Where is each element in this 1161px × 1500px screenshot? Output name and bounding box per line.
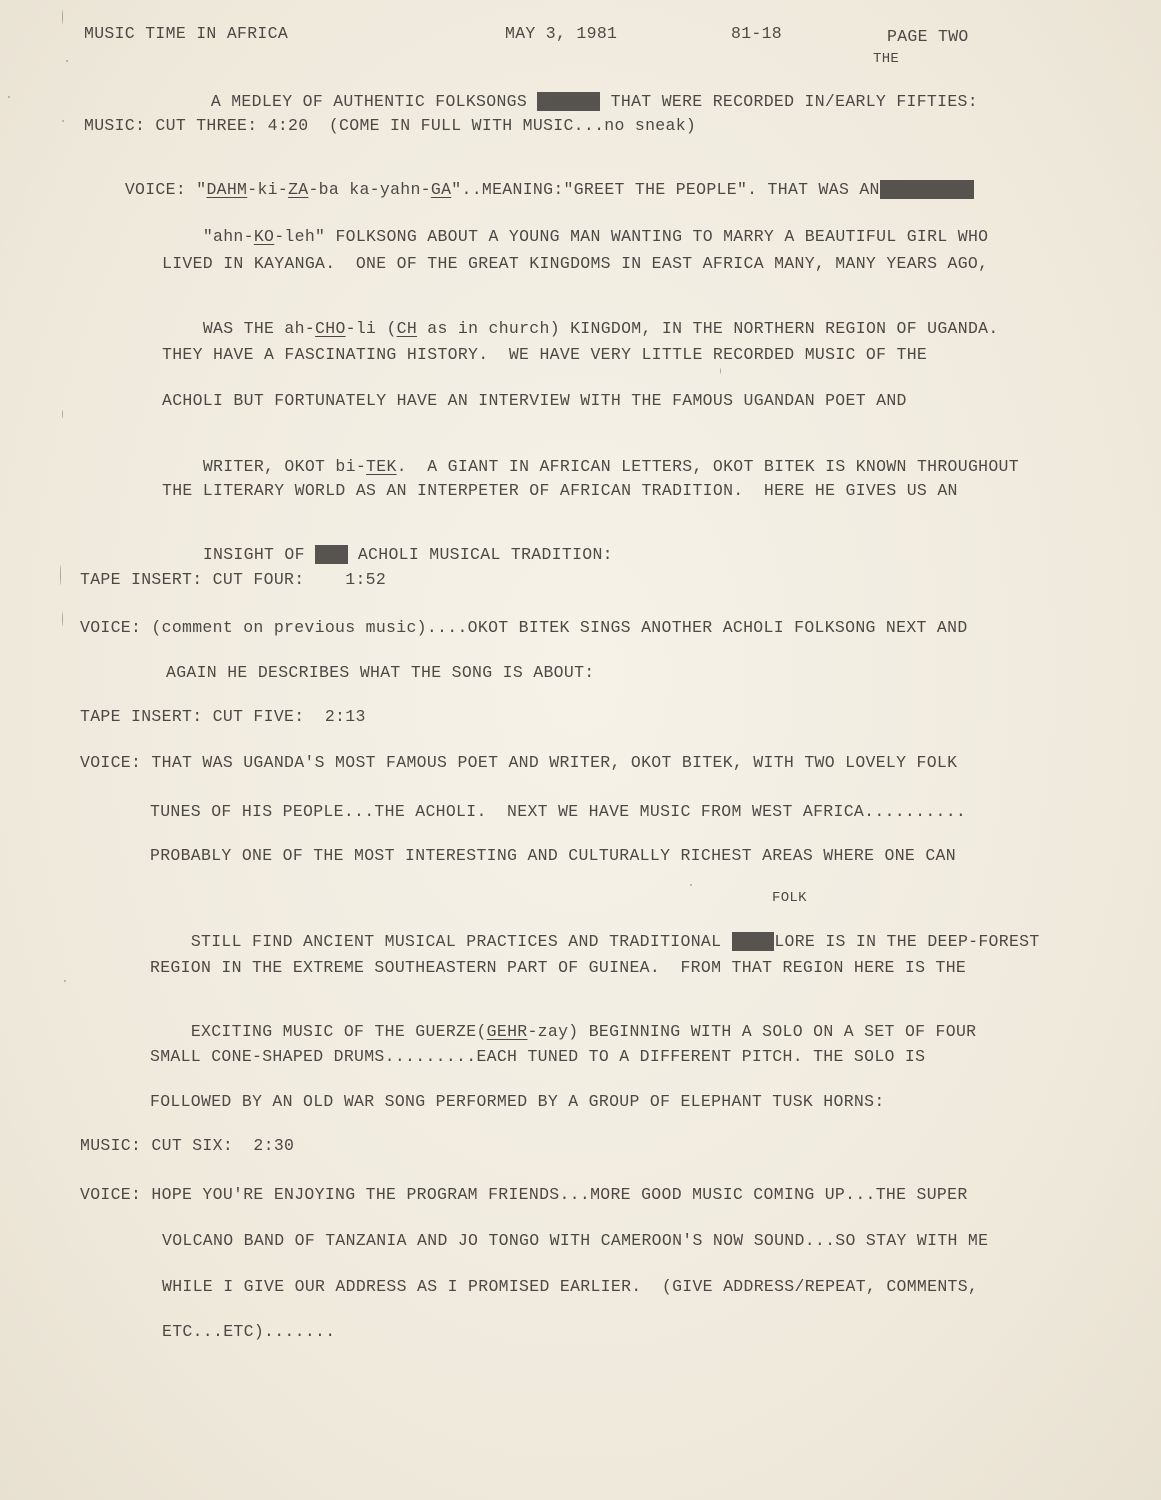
- script-line: THE LITERARY WORLD AS AN INTERPETER OF AFRICAN TRADITION. HERE HE GIVES US AN: [162, 481, 958, 500]
- script-line: SMALL CONE-SHAPED DRUMS.........EACH TUNED TO A DIFFERENT PITCH. THE SOLO IS: [150, 1047, 926, 1066]
- paper-speck: [66, 60, 68, 62]
- pronunciation-stress: GA: [430, 180, 452, 199]
- struck-out-word: XXX: [316, 545, 347, 564]
- struck-out-word: FOLK: [732, 932, 774, 951]
- tape-insert-cut-four: TAPE INSERT: CUT FOUR: 1:52: [80, 570, 387, 589]
- pronunciation-stress: ZA: [288, 180, 309, 199]
- script-line: ETC...ETC).......: [162, 1322, 336, 1341]
- pronunciation-stress: DAHM: [206, 180, 248, 199]
- paper-speck: [8, 96, 10, 98]
- paper-speck: [62, 10, 63, 24]
- text: -leh" FOLKSONG ABOUT A YOUNG MAN WANTING TO MARRY A BEAUTIFUL GIRL WHO: [274, 227, 989, 246]
- paper-speck: [62, 612, 63, 626]
- script-line: VOLCANO BAND OF TANZANIA AND JO TONGO WITH CAMEROON'S NOW SOUND...SO STAY WITH ME: [162, 1231, 989, 1250]
- text: -ki-: [247, 180, 289, 199]
- pronunciation-stress: GEHR: [486, 1022, 528, 1041]
- text: LORE IS IN THE DEEP-FOREST: [774, 932, 1040, 951]
- script-line: REGION IN THE EXTREME SOUTHEASTERN PART OF GUINEA. FROM THAT REGION HERE IS THE: [150, 958, 967, 977]
- handwritten-insert-the: THE: [873, 51, 900, 67]
- script-line: PROBABLY ONE OF THE MOST INTERESTING AND CULTURALLY RICHEST AREAS WHERE ONE CAN: [150, 846, 956, 865]
- paper-speck: [62, 410, 63, 418]
- text: EXCITING MUSIC OF THE GUERZE(: [190, 1022, 487, 1041]
- broadcast-date: MAY 3, 1981: [505, 24, 618, 43]
- voice-line: VOICE: HOPE YOU'RE ENJOYING THE PROGRAM FRIENDS...MORE GOOD MUSIC COMING UP...THE SUPER: [80, 1185, 968, 1204]
- text: "ahn-: [202, 227, 254, 246]
- text: INSIGHT OF: [202, 545, 316, 564]
- paper-speck: [60, 565, 61, 585]
- text: THAT WERE RECORDED IN/EARLY FIFTIES:: [600, 92, 978, 111]
- program-code: 81-18: [731, 24, 783, 43]
- music-cue-cut-three: MUSIC: CUT THREE: 4:20 (COME IN FULL WITH MUSIC...no sneak): [84, 116, 697, 135]
- text: . A GIANT IN AFRICAN LETTERS, OKOT BITEK IS KNOWN THROUGHOUT: [396, 457, 1019, 476]
- struck-out-word: XXXXXX: [538, 92, 600, 111]
- music-cue-cut-six: MUSIC: CUT SIX: 2:30: [80, 1136, 295, 1155]
- text: as in church) KINGDOM, IN THE NORTHERN REGION OF UGANDA.: [417, 319, 999, 338]
- pronunciation-stress: CHO: [315, 319, 346, 338]
- text: -zay) BEGINNING WITH A SOLO ON A SET OF FOUR: [527, 1022, 977, 1041]
- paper-speck: [64, 980, 66, 982]
- text: VOICE: ": [124, 180, 207, 199]
- typed-over-char: -: [304, 319, 316, 338]
- paper-speck: [690, 884, 692, 886]
- voice-line: VOICE: THAT WAS UGANDA'S MOST FAMOUS POET AND WRITER, OKOT BITEK, WITH TWO LOVELY FOLK: [80, 753, 958, 772]
- text: ACHOLI MUSICAL TRADITION:: [347, 545, 613, 564]
- script-line: WHILE I GIVE OUR ADDRESS AS I PROMISED EARLIER. (GIVE ADDRESS/REPEAT, COMMENTS,: [162, 1277, 979, 1296]
- page-number: PAGE TWO: [887, 27, 969, 46]
- script-line: LIVED IN KAYANGA. ONE OF THE GREAT KINGDOMS IN EAST AFRICA MANY, MANY YEARS AGO,: [162, 254, 989, 273]
- text: WAS THE ah: [202, 319, 305, 338]
- text: A MEDLEY OF AUTHENTIC FOLKSONGS: [210, 92, 538, 111]
- script-line: FOLLOWED BY AN OLD WAR SONG PERFORMED BY A GROUP OF ELEPHANT TUSK HORNS:: [150, 1092, 885, 1111]
- text: WRITER, OKOT bi-: [202, 457, 367, 476]
- paper-speck: [720, 368, 721, 374]
- script-line: AGAIN HE DESCRIBES WHAT THE SONG IS ABOUT:: [166, 663, 595, 682]
- text: -ba ka-yahn-: [308, 180, 431, 199]
- script-line: THEY HAVE A FASCINATING HISTORY. WE HAVE VERY LITTLE RECORDED MUSIC OF THE: [162, 345, 928, 364]
- pronunciation-stress: KO: [253, 227, 275, 246]
- text: STILL FIND ANCIENT MUSICAL PRACTICES AND TRADITIONAL: [190, 932, 732, 951]
- script-line: ACHOLI BUT FORTUNATELY HAVE AN INTERVIEW WITH THE FAMOUS UGANDAN POET AND: [162, 391, 907, 410]
- tape-insert-cut-five: TAPE INSERT: CUT FIVE: 2:13: [80, 707, 366, 726]
- voice-line: VOICE: (comment on previous music)....OKOT BITEK SINGS ANOTHER ACHOLI FOLKSONG NEXT AND: [80, 618, 968, 637]
- script-line: TUNES OF HIS PEOPLE...THE ACHOLI. NEXT WE HAVE MUSIC FROM WEST AFRICA..........: [150, 802, 967, 821]
- text: -li (: [345, 319, 397, 338]
- handwritten-insert-folk: FOLK: [772, 890, 807, 906]
- pronunciation-stress: CH: [396, 319, 418, 338]
- pronunciation-stress: TEK: [366, 457, 397, 476]
- struck-out-word: XXXXXXXXX: [880, 180, 973, 199]
- paper-speck: [62, 120, 64, 122]
- program-title: MUSIC TIME IN AFRICA: [84, 24, 289, 43]
- text: "..MEANING:"GREET THE PEOPLE". THAT WAS AN: [451, 180, 880, 199]
